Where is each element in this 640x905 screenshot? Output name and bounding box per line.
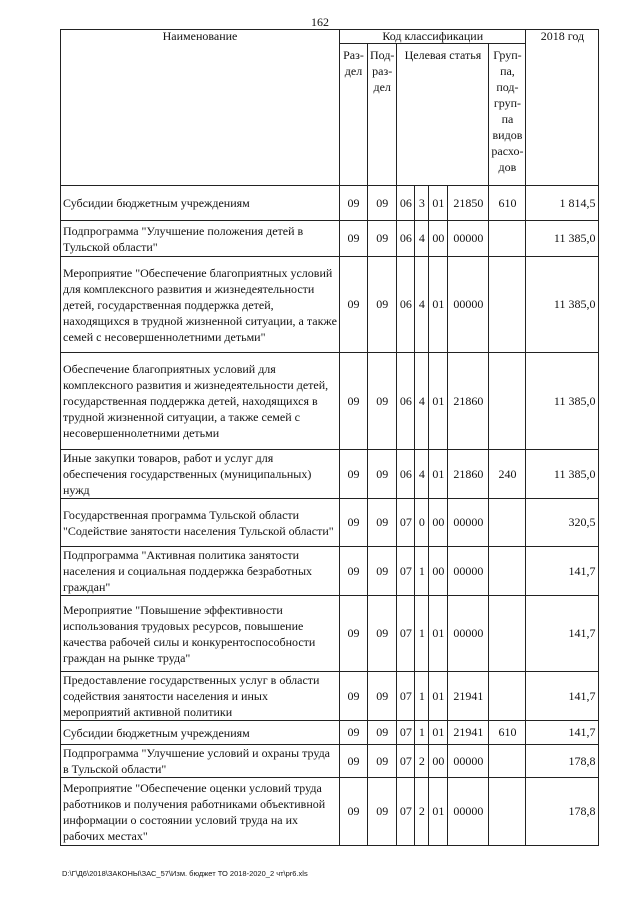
- cell-pr: 09: [368, 499, 397, 547]
- cell-cs2: 1: [415, 721, 429, 745]
- cell-cs1: 07: [397, 721, 415, 745]
- cell-cs4: 00000: [448, 257, 489, 353]
- cell-pr: 09: [368, 547, 397, 596]
- cell-cs4: 00000: [448, 596, 489, 672]
- cell-name: Обеспечение благоприятных условий для комплексного развития и жизнедеятельности детей, государственная поддержка детей, находящихся в трудной жизненной ситуации, а также семей с несовершеннолетними детьми: [61, 353, 340, 450]
- cell-name: Государственная программа Тульской области "Содействие занятости населения Тульской области": [61, 499, 340, 547]
- cell-vr: [489, 596, 526, 672]
- cell-name: Подпрограмма "Улучшение положения детей в Тульской области": [61, 221, 340, 257]
- cell-cs1: 06: [397, 221, 415, 257]
- table-row: [61, 547, 599, 596]
- header-razdel: Раз-дел: [340, 44, 368, 186]
- table-row: [61, 745, 599, 778]
- cell-cs2: 0: [415, 499, 429, 547]
- cell-pr: 09: [368, 450, 397, 499]
- cell-cs3: 01: [429, 672, 448, 721]
- cell-cs4: 21850: [448, 186, 489, 221]
- cell-cs4: 00000: [448, 221, 489, 257]
- cell-name: Мероприятие "Обеспечение оценки условий труда работников и получения работниками объективной информации о состоянии условий труда на их рабочих местах": [61, 778, 340, 846]
- cell-amount: 178,8: [526, 778, 599, 846]
- cell-rz: 09: [340, 672, 368, 721]
- cell-cs2: 1: [415, 547, 429, 596]
- cell-cs2: 4: [415, 450, 429, 499]
- cell-cs4: 21860: [448, 450, 489, 499]
- cell-rz: 09: [340, 499, 368, 547]
- table-row: [61, 672, 599, 721]
- cell-cs3: 00: [429, 745, 448, 778]
- page-number: 162: [311, 15, 329, 29]
- cell-vr: 610: [489, 721, 526, 745]
- cell-rz: 09: [340, 186, 368, 221]
- header-expense-group: Груп-па, под-груп-па видов расхо-дов: [489, 44, 526, 186]
- cell-pr: 09: [368, 778, 397, 846]
- cell-amount: 11 385,0: [526, 257, 599, 353]
- cell-cs1: 07: [397, 499, 415, 547]
- cell-name: Предоставление государственных услуг в области содействия занятости населения и иных мероприятий активной политики: [61, 672, 340, 721]
- header-code-group: Код классификации: [340, 30, 526, 44]
- cell-cs4: 00000: [448, 499, 489, 547]
- cell-cs2: 1: [415, 596, 429, 672]
- budget-rows: [61, 186, 599, 846]
- cell-rz: 09: [340, 353, 368, 450]
- cell-vr: [489, 499, 526, 547]
- cell-cs1: 07: [397, 596, 415, 672]
- header-podrazdel: Под-раз-дел: [368, 44, 397, 186]
- table-row: [61, 596, 599, 672]
- cell-vr: [489, 745, 526, 778]
- cell-vr: [489, 257, 526, 353]
- cell-rz: 09: [340, 596, 368, 672]
- cell-cs2: 4: [415, 257, 429, 353]
- cell-rz: 09: [340, 450, 368, 499]
- header-year: 2018 год: [526, 30, 599, 186]
- cell-amount: 11 385,0: [526, 221, 599, 257]
- cell-cs2: 4: [415, 221, 429, 257]
- table-row: [61, 221, 599, 257]
- cell-cs1: 07: [397, 672, 415, 721]
- cell-cs1: 07: [397, 778, 415, 846]
- table-row: [61, 257, 599, 353]
- cell-amount: 1 814,5: [526, 186, 599, 221]
- cell-pr: 09: [368, 353, 397, 450]
- cell-name: Подпрограмма "Улучшение условий и охраны труда в Тульской области": [61, 745, 340, 778]
- cell-cs4: 00000: [448, 547, 489, 596]
- cell-amount: 11 385,0: [526, 450, 599, 499]
- cell-cs3: 01: [429, 353, 448, 450]
- cell-name: Подпрограмма "Активная политика занятости населения и социальная поддержка безработных граждан": [61, 547, 340, 596]
- cell-cs2: 3: [415, 186, 429, 221]
- cell-cs3: 00: [429, 547, 448, 596]
- footer-file-path: D:\Г\Д6\2018\ЗАКОНЫ\ЗАС_57\Изм. бюджет ТО 2018-2020_2 чт\pr6.xls: [62, 869, 308, 878]
- cell-cs4: 21941: [448, 672, 489, 721]
- cell-vr: [489, 778, 526, 846]
- cell-cs2: 4: [415, 353, 429, 450]
- table-row: [61, 721, 599, 745]
- cell-cs1: 06: [397, 257, 415, 353]
- cell-cs3: 01: [429, 186, 448, 221]
- cell-cs2: 2: [415, 778, 429, 846]
- cell-cs4: 00000: [448, 745, 489, 778]
- cell-cs3: 01: [429, 257, 448, 353]
- cell-amount: 141,7: [526, 547, 599, 596]
- cell-name: Мероприятие "Обеспечение благоприятных условий для комплексного развития и жизнедеятельности детей, государственная поддержка детей, находящихся в трудной жизненной ситуации, а также семей с несовершеннолетними детьми": [61, 257, 340, 353]
- cell-amount: 178,8: [526, 745, 599, 778]
- cell-cs3: 01: [429, 596, 448, 672]
- cell-cs3: 01: [429, 450, 448, 499]
- cell-name: Мероприятие "Повышение эффективности использования трудовых ресурсов, повышение качества рабочей силы и конкурентоспособности граждан на рынке труда": [61, 596, 340, 672]
- cell-name: Субсидии бюджетным учреждениям: [61, 721, 340, 745]
- table-row: [61, 450, 599, 499]
- cell-vr: 610: [489, 186, 526, 221]
- cell-rz: 09: [340, 547, 368, 596]
- cell-name: Иные закупки товаров, работ и услуг для обеспечения государственных (муниципальных) нужд: [61, 450, 340, 499]
- cell-vr: [489, 672, 526, 721]
- cell-cs4: 21860: [448, 353, 489, 450]
- header-target-article: Целевая статья: [397, 44, 489, 186]
- table-row: [61, 499, 599, 547]
- cell-cs1: 06: [397, 353, 415, 450]
- cell-cs3: 00: [429, 499, 448, 547]
- cell-vr: [489, 353, 526, 450]
- cell-pr: 09: [368, 672, 397, 721]
- cell-pr: 09: [368, 186, 397, 221]
- cell-rz: 09: [340, 221, 368, 257]
- cell-cs1: 07: [397, 745, 415, 778]
- cell-amount: 141,7: [526, 672, 599, 721]
- cell-pr: 09: [368, 221, 397, 257]
- cell-cs3: 01: [429, 721, 448, 745]
- cell-vr: 240: [489, 450, 526, 499]
- table-row: [61, 778, 599, 846]
- cell-rz: 09: [340, 257, 368, 353]
- cell-pr: 09: [368, 721, 397, 745]
- cell-amount: 11 385,0: [526, 353, 599, 450]
- budget-table: [60, 29, 599, 846]
- cell-cs1: 07: [397, 547, 415, 596]
- table-row: [61, 186, 599, 221]
- cell-name: Субсидии бюджетным учреждениям: [61, 186, 340, 221]
- cell-cs3: 00: [429, 221, 448, 257]
- cell-amount: 141,7: [526, 721, 599, 745]
- cell-cs4: 21941: [448, 721, 489, 745]
- cell-rz: 09: [340, 721, 368, 745]
- cell-cs3: 01: [429, 778, 448, 846]
- cell-rz: 09: [340, 745, 368, 778]
- cell-pr: 09: [368, 257, 397, 353]
- cell-cs1: 06: [397, 450, 415, 499]
- cell-vr: [489, 221, 526, 257]
- cell-pr: 09: [368, 596, 397, 672]
- cell-cs2: 2: [415, 745, 429, 778]
- header-name: Наименование: [61, 30, 340, 186]
- cell-vr: [489, 547, 526, 596]
- cell-cs4: 00000: [448, 778, 489, 846]
- cell-rz: 09: [340, 778, 368, 846]
- cell-pr: 09: [368, 745, 397, 778]
- cell-amount: 320,5: [526, 499, 599, 547]
- cell-cs2: 1: [415, 672, 429, 721]
- table-row: [61, 353, 599, 450]
- cell-cs1: 06: [397, 186, 415, 221]
- cell-amount: 141,7: [526, 596, 599, 672]
